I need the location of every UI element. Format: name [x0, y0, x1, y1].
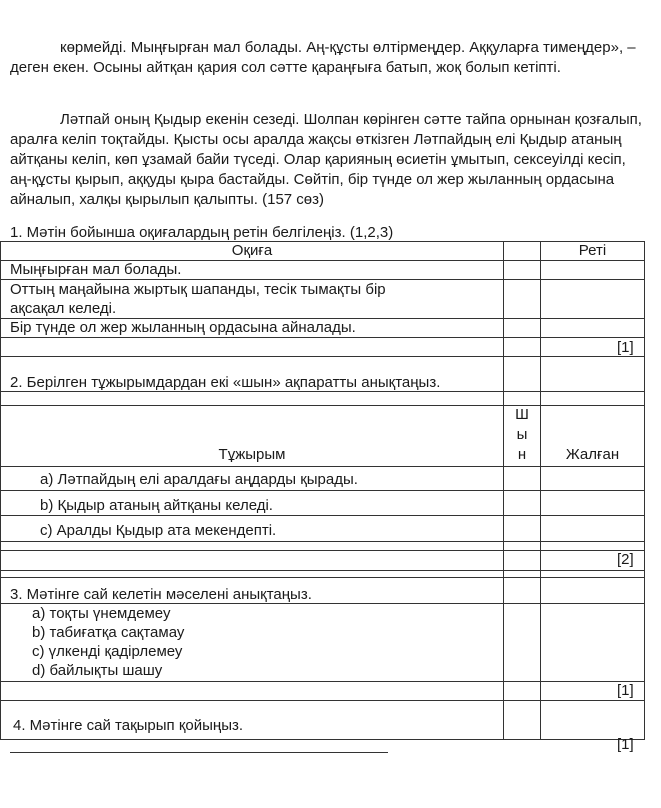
q2-statement-b: b) Қыдыр атаның айтқаны келеді.: [40, 497, 273, 514]
q1-header-event: Оқиға: [231, 242, 273, 259]
passage-paragraph-2: [10, 110, 642, 210]
q2-header-true-1: Ш: [515, 406, 529, 423]
q1-event-3: Бір түнде ол жер жыланның ордасына айналады.: [10, 319, 356, 336]
q2-header-true-2: ы: [516, 426, 528, 443]
q3-option-b: b) табиғатқа сақтамау: [32, 624, 185, 641]
question-3-title: 3. Мәтінге сай келетін мәселені анықтаңыз.: [10, 586, 312, 603]
q1-event-2-line1: Оттың маңайына жыртық шапанды, тесік тымақты бір: [10, 281, 386, 298]
question-2-title: 2. Берілген тұжырымдардан екі «шын» ақпаратты анықтаңыз.: [10, 374, 441, 391]
q4-marks: [1]: [617, 736, 634, 753]
q4-answer-line[interactable]: [10, 752, 388, 753]
q2-header-true-3: н: [517, 446, 527, 463]
q2-header-statement: Тұжырым: [218, 446, 286, 463]
q3-option-a: а) тоқты үнемдемеу: [32, 605, 171, 622]
q1-event-1: Мыңғырған мал болады.: [10, 261, 182, 278]
q2-statement-c: c) Аралды Қыдыр ата мекендепті.: [40, 522, 277, 539]
passage-paragraph-1: [10, 38, 642, 78]
q3-marks: [1]: [617, 682, 634, 699]
q1-header-order: Реті: [578, 242, 607, 259]
question-4-title: 4. Мәтінге сай тақырып қойыңыз.: [13, 717, 244, 734]
question-1-title: 1. Мәтін бойынша оқиғалардың ретін белгілеңіз. (1,2,3): [10, 224, 394, 241]
q2-statement-a: а) Ләтпайдың елі аралдағы аңдарды қырады.: [40, 471, 358, 488]
passage-text-1: көрмейді. Мыңғырған мал болады. Аң-құсты өлтірмеңдер. Аққуларға тимеңдер», – деген екен. Осыны айтқан қария сол сәтте қараңғыға батып, жоқ болып кетіпті.: [10, 39, 636, 76]
q2-header-false: Жалған: [565, 446, 620, 463]
q2-marks: [2]: [617, 551, 634, 568]
worksheet-grid: [0, 241, 645, 761]
passage-text-2: Ләтпай оның Қыдыр екенін сезеді. Шолпан көрінген сәтте тайпа орнынан қозғалып, аралға келіп тоқтайды. Қысты осы аралда жақсы өткізген Ләтпайдың елі Қыдыр атаның айтқаны келіп, көп ұзамай байи түседі. Олар қарияның өсиетін ұмытып, сексеуілді кесіп, аң-құсты қырып, аққуды қыра бастайды. Сөйтіп, бір түнде ол жер жыланның ордасына айналып, халқы қырылып қалыпты. (157 сөз): [10, 111, 642, 208]
q3-option-c: c) үлкенді қадірлемеу: [32, 643, 183, 660]
q1-marks: [1]: [617, 339, 634, 356]
q1-event-2-line2: ақсақал келеді.: [10, 300, 117, 317]
q3-option-d: d) байлықты шашу: [32, 662, 163, 679]
